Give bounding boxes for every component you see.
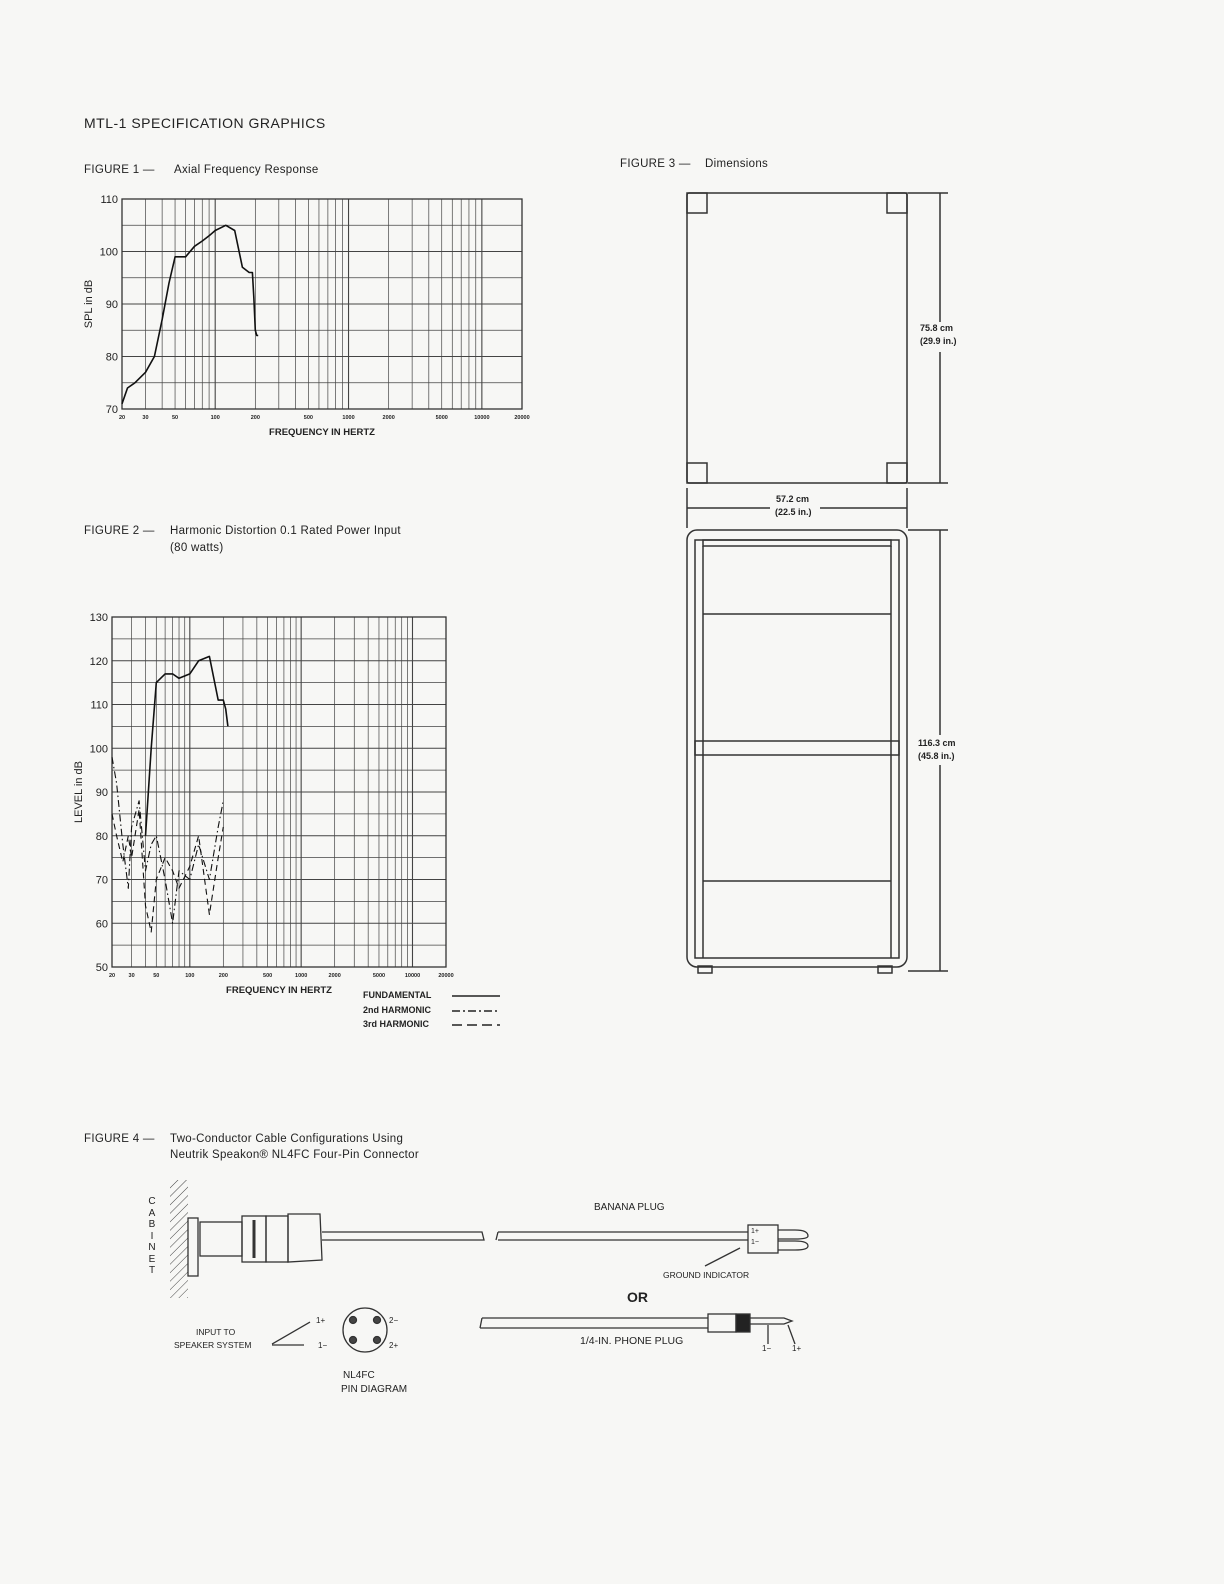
fig1-series-response xyxy=(122,225,258,403)
pin-1-plus: 1+ xyxy=(316,1316,326,1325)
figure3-caption: Dimensions xyxy=(705,158,769,170)
fig1-xtick-label: 5000 xyxy=(435,415,448,421)
legend-fundamental: FUNDAMENTAL xyxy=(363,990,432,1000)
legend-3rd-harmonic: 3rd HARMONIC xyxy=(363,1019,430,1029)
fig2-ytick-label: 50 xyxy=(95,962,108,974)
fig2-series-fundamental xyxy=(146,656,228,835)
fig2-xtick-label: 1000 xyxy=(295,973,308,979)
fig2-xtick-label: 20000 xyxy=(438,973,454,979)
pin-diagram-title-1: NL4FC xyxy=(343,1370,375,1381)
page-title: MTL-1 SPECIFICATION GRAPHICS xyxy=(84,115,326,131)
or-label: OR xyxy=(627,1289,648,1305)
fig2-xtick-label: 2000 xyxy=(328,973,341,979)
ground-indicator-label: GROUND INDICATOR xyxy=(663,1270,750,1280)
speaker-system-label: SPEAKER SYSTEM xyxy=(174,1340,252,1350)
large-height-in: (45.8 in.) xyxy=(918,751,955,761)
cabinet-label: C A B I N E T xyxy=(148,1196,156,1276)
legend-2nd-harmonic: 2nd HARMONIC xyxy=(363,1005,431,1015)
figure4-caption: Two-Conductor Cable Configurations Using xyxy=(170,1133,404,1145)
fig2-xtick-label: 20 xyxy=(108,973,116,979)
width-in: (22.5 in.) xyxy=(775,507,812,517)
large-height-cm: 116.3 cm xyxy=(918,738,956,748)
fig2-xtick-label: 30 xyxy=(128,973,135,979)
figure2-caption: Harmonic Distortion 0.1 Rated Power Input xyxy=(170,525,401,537)
fig1-ylabel: SPL in dB xyxy=(83,279,95,329)
pin-diagram-title-2: PIN DIAGRAM xyxy=(341,1384,408,1395)
fig2-ytick-label: 100 xyxy=(89,743,108,756)
fig2-xtick-label: 5000 xyxy=(372,973,386,979)
fig1-xtick-label: 1000 xyxy=(342,415,355,421)
banana-pin-minus: 1− xyxy=(751,1239,759,1246)
figure2-caption-2: (80 watts) xyxy=(170,542,224,554)
phone-pin-plus: 1+ xyxy=(792,1344,802,1353)
width-cm: 57.2 cm xyxy=(776,494,810,504)
figure4-label: FIGURE 4 — xyxy=(84,1133,155,1145)
input-to-label: INPUT TO xyxy=(196,1327,236,1337)
fig2-ylabel: LEVEL in dB xyxy=(73,761,85,823)
figure1-label: FIGURE 1 — xyxy=(84,164,155,176)
fig2-ytick-label: 70 xyxy=(95,874,108,887)
fig2-xtick-label: 100 xyxy=(185,973,195,979)
pin-2-minus: 2− xyxy=(389,1316,399,1325)
fig2-xtick-label: 500 xyxy=(263,973,273,979)
fig2-ytick-label: 120 xyxy=(89,655,108,668)
fig2-ytick-label: 130 xyxy=(89,612,108,624)
fig1-xtick-label: 10000 xyxy=(474,415,490,421)
figure4-caption-2: Neutrik Speakon® NL4FC Four-Pin Connector xyxy=(170,1149,419,1161)
fig2-ytick-label: 90 xyxy=(95,787,108,799)
fig1-ytick-label: 90 xyxy=(105,299,118,311)
fig1-xtick-label: 30 xyxy=(142,415,149,421)
fig1-xtick-label: 200 xyxy=(250,415,260,421)
pin-2-plus: 2+ xyxy=(389,1341,399,1350)
figure2-label: FIGURE 2 — xyxy=(84,525,155,537)
figure3-label: FIGURE 3 — xyxy=(620,158,691,170)
fig1-xtick-label: 2000 xyxy=(382,415,395,421)
figure1-caption: Axial Frequency Response xyxy=(174,164,319,176)
fig2-xlabel: FREQUENCY IN HERTZ xyxy=(226,985,332,996)
fig1-xtick-label: 100 xyxy=(210,415,220,421)
fig2-xtick-label: 10000 xyxy=(404,973,421,979)
fig1-xlabel: FREQUENCY IN HERTZ xyxy=(269,427,375,438)
pin-1-minus: 1− xyxy=(318,1341,328,1350)
fig2-ytick-label: 110 xyxy=(90,699,108,712)
fig2-xtick-label: 200 xyxy=(218,973,228,979)
fig1-ytick-label: 80 xyxy=(105,351,118,364)
fig1-ytick-label: 100 xyxy=(99,246,118,259)
banana-plug-label: BANANA PLUG xyxy=(594,1202,665,1213)
small-height-in: (29.9 in.) xyxy=(920,336,957,346)
fig1-xtick-label: 50 xyxy=(171,415,179,421)
fig2-ytick-label: 60 xyxy=(95,918,108,931)
banana-pin-plus: 1+ xyxy=(751,1228,759,1235)
fig1-ytick-label: 110 xyxy=(100,194,118,206)
small-height-cm: 75.8 cm xyxy=(920,323,954,333)
phone-pin-minus: 1− xyxy=(762,1344,772,1353)
fig1-ytick-label: 70 xyxy=(105,404,118,416)
fig2-ytick-label: 80 xyxy=(95,830,108,843)
fig1-xtick-label: 500 xyxy=(303,415,313,421)
fig2-xtick-label: 50 xyxy=(153,973,160,979)
phone-plug-label: 1/4-IN. PHONE PLUG xyxy=(580,1335,684,1347)
fig1-xtick-label: 20 xyxy=(118,415,126,421)
fig1-xtick-label: 20000 xyxy=(514,415,530,421)
